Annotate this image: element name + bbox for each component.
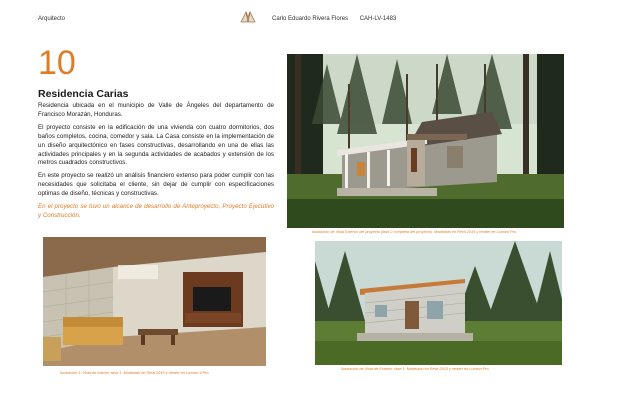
caption-top-right: Ilustración de Vista Exterior del proyecto (fase 2 completa del proyecto). Modelado en Revit 2015 y render en Lumion Pro. — [312, 230, 518, 234]
description-paragraph: Residencia ubicada en el municipio de Valle de Ángeles del departamento de Francisco Morazán, Honduras. — [38, 102, 274, 118]
caption-bottom-right: Ilustración de Vista de Exterior, fase 1. Modelado en Revit 2015 y render en Lumion Pro. — [341, 367, 490, 371]
logo-icon — [240, 10, 256, 24]
project-description — [38, 102, 274, 225]
header-profession: Arquitecto — [38, 16, 66, 22]
exterior-render-phase2 — [287, 54, 564, 228]
exterior-render-phase1 — [315, 241, 562, 365]
interior-render — [43, 237, 266, 366]
project-title: Residencia Carias — [38, 88, 129, 100]
header-code: CAH-LV-1483 — [359, 16, 397, 22]
caption-bottom-left: Ilustración 1: Vista de Interior, fase 1. Modelado en Revit 2015 y render en Lumion 6 Pro. — [60, 371, 210, 375]
description-paragraph: El proyecto consiste en la edificación de una vivienda con cuatro dormitorios, dos baños completos, cocina, comedor y sala. La Casa consiste en la implementación de un diseño arquitectónico en fases constructivas, desarrollando en una de ellas las actividades principales y en la segunda actividades de acabados y extensión de los metros cuadrados constructivos. — [38, 123, 274, 167]
scope-highlight: En el proyecto se tuvo un alcance de desarrollo de Anteproyecto, Proyecto Ejecutivo y Construcción. — [38, 203, 274, 219]
header-author-block — [272, 16, 396, 22]
header-author: Carlo Eduardo Rivera Flores — [272, 16, 349, 22]
description-paragraph: En este proyecto se realizó un análisis financiero extenso para poder cumplir con las necesidades que solicitaba el cliente, sin dejar de cumplir con especificaciones optimas de diseño, técnicas y constructivas. — [38, 172, 274, 198]
project-number: 10 — [38, 44, 76, 82]
